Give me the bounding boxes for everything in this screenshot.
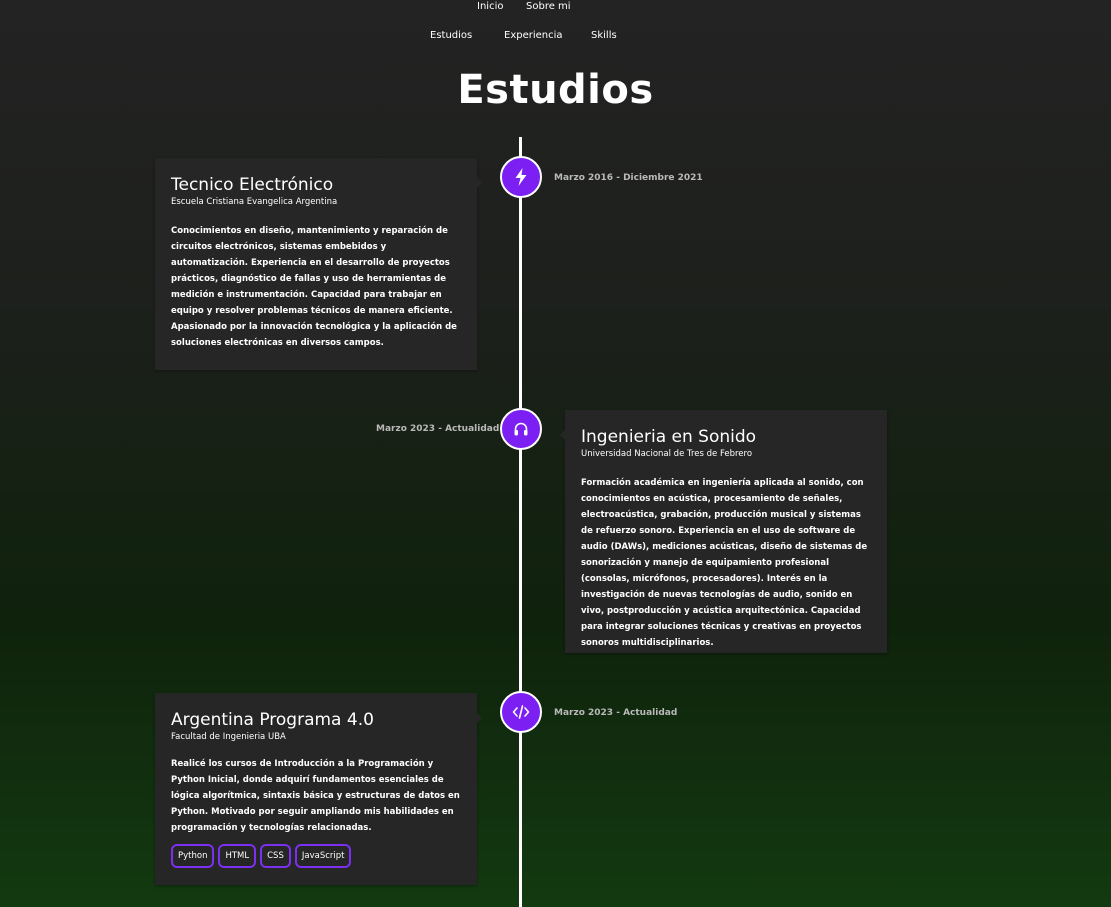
card-description: Realicé los cursos de Introducción a la Programación y Python Inicial, donde adquirí fundamentos esenciales de lógica algorítmica, sintaxis básica y estructuras de datos en Python. Motivado por seguir ampliando mis habilidades en programación y tecnologías relacionadas.	[171, 759, 460, 833]
card-institution: Facultad de Ingenieria UBA	[171, 732, 286, 742]
timeline-icon-badge	[500, 691, 542, 733]
timeline-icon-badge	[500, 156, 542, 198]
card-pointer	[477, 713, 482, 723]
tag-javascript: JavaScript	[295, 844, 352, 868]
timeline-date: Marzo 2023 - Actualidad	[376, 424, 500, 434]
card-pointer	[560, 430, 565, 440]
card-title: Ingenieria en Sonido	[581, 427, 757, 447]
tag-python: Python	[171, 844, 214, 868]
code-icon	[512, 705, 530, 719]
nav-link-experiencia[interactable]: Experiencia	[504, 30, 563, 41]
page-title: Estudios	[457, 67, 654, 113]
nav-link-skills[interactable]: Skills	[591, 30, 617, 41]
tag-list	[171, 844, 461, 868]
nav-link-sobre-mi[interactable]: Sobre mi	[526, 1, 571, 12]
nav-link-inicio[interactable]: Inicio	[477, 1, 504, 12]
card-title: Tecnico Electrónico	[171, 175, 334, 195]
timeline-card-ingenieria-sonido	[565, 410, 887, 653]
nav-link-estudios[interactable]: Estudios	[430, 30, 473, 41]
tag-html: HTML	[218, 844, 256, 868]
timeline-card-argentina-programa	[155, 693, 477, 885]
card-description: Formación académica en ingeniería aplicada al sonido, con conocimientos en acústica, procesamiento de señales, electroacústica, grabación, producción musical y sistemas de refuerzo sonoro. Experiencia en el uso de software de audio (DAWs), mediciones acústicas, diseño de sistemas de sonorización y manejo de equipamiento profesional (consolas, micrófonos, procesadores). Interés en la investigación de nuevas tecnologías de audio, sonido en vivo, postproducción y acústica arquitectónica. Capacidad para integrar soluciones técnicas y creativas en proyectos sonoros multidisciplinarios.	[581, 478, 868, 648]
timeline-date: Marzo 2023 - Actualidad	[554, 708, 678, 718]
timeline-line	[519, 137, 522, 907]
card-institution: Universidad Nacional de Tres de Febrero	[581, 449, 753, 459]
timeline-icon-badge	[500, 408, 542, 450]
timeline-card-tecnico-electronico	[155, 158, 477, 370]
card-pointer	[477, 178, 482, 188]
headphones-icon	[513, 421, 529, 437]
timeline-date: Marzo 2016 - Diciembre 2021	[554, 173, 703, 183]
card-title: Argentina Programa 4.0	[171, 710, 374, 730]
tag-css: CSS	[260, 844, 291, 868]
lightning-bolt-icon	[514, 168, 528, 186]
card-institution: Escuela Cristiana Evangelica Argentina	[171, 197, 338, 207]
card-description: Conocimientos en diseño, mantenimiento y reparación de circuitos electrónicos, sistemas embebidos y automatización. Experiencia en el desarrollo de proyectos prácticos, diagnóstico de fallas y uso de herramientas de medición e instrumentación. Capacidad para trabajar en equipo y resolver problemas técnicos de manera eficiente. Apasionado por la innovación tecnológica y la aplicación de soluciones electrónicas en diversos campos.	[171, 226, 457, 348]
